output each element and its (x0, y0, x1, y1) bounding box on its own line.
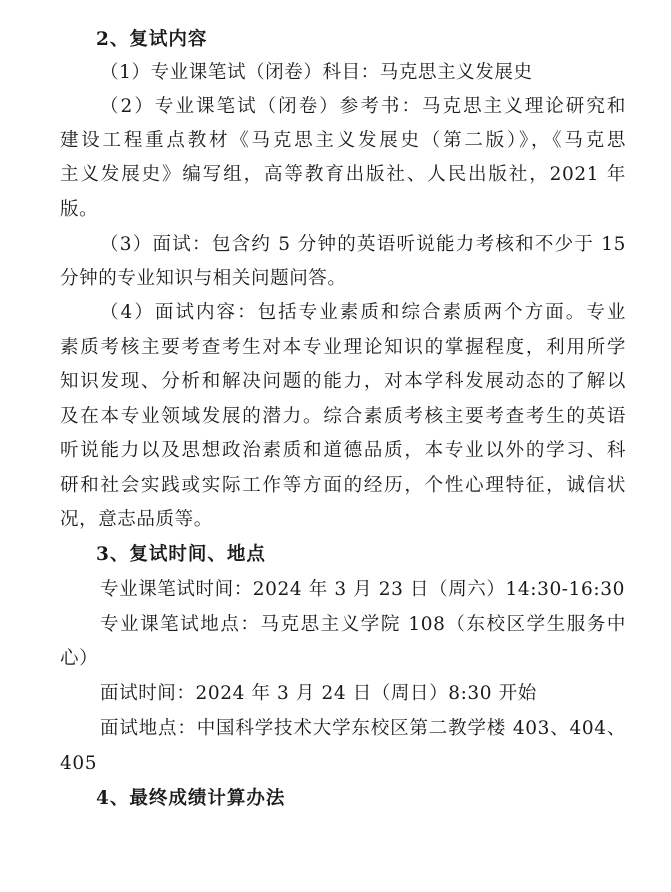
paragraph-line: （4）面试内容：包括专业素质和综合素质两个方面。专业 (100, 302, 626, 323)
paragraph-line: （1）专业课笔试（闭卷）科目：马克思主义发展史 (100, 62, 533, 83)
paragraph-line: 版。 (60, 199, 99, 220)
paragraph-line: 专业课笔试时间：2024 年 3 月 23 日（周六）14:30-16:30 (100, 579, 625, 600)
paragraph-line: 知识发现、分析和解决问题的能力，对本学科发展动态的了解以 (60, 371, 626, 392)
section-heading-3: 3、复试时间、地点 (96, 544, 266, 565)
paragraph-line: 面试时间：2024 年 3 月 24 日（周日）8:30 开始 (100, 683, 537, 704)
paragraph-line: （3）面试：包含约 5 分钟的英语听说能力考核和不少于 15 (100, 234, 626, 255)
paragraph-line: 405 (60, 753, 98, 774)
paragraph-line: 主义发展史》编写组，高等教育出版社、人民出版社，2021 年 (60, 164, 626, 185)
paragraph-line: 分钟的专业知识与相关问题问答。 (60, 268, 347, 289)
section-heading-2: 2、复试内容 (96, 29, 208, 50)
paragraph-line: 心） (60, 648, 99, 669)
paragraph-line: 专业课笔试地点：马克思主义学院 108（东校区学生服务中 (100, 614, 626, 635)
paragraph-line: 建设工程重点教材《马克思主义发展史（第二版）》，《马克思 (60, 130, 626, 151)
paragraph-line: 研和社会实践或实际工作等方面的经历，个性心理特征，诚信状 (60, 475, 626, 496)
paragraph-line: （2）专业课笔试（闭卷）参考书：马克思主义理论研究和 (100, 96, 626, 117)
paragraph-line: 面试地点：中国科学技术大学东校区第二教学楼 403、404、 (100, 718, 626, 739)
paragraph-line: 素质考核主要考查考生对本专业理论知识的掌握程度，利用所学 (60, 337, 626, 358)
paragraph-line: 况，意志品质等。 (60, 509, 213, 530)
paragraph-line: 听说能力以及思想政治素质和道德品质，本专业以外的学习、科 (60, 440, 626, 461)
section-heading-4: 4、最终成绩计算办法 (96, 788, 286, 809)
paragraph-line: 及在本专业领域发展的潜力。综合素质考核主要考查考生的英语 (60, 406, 626, 427)
